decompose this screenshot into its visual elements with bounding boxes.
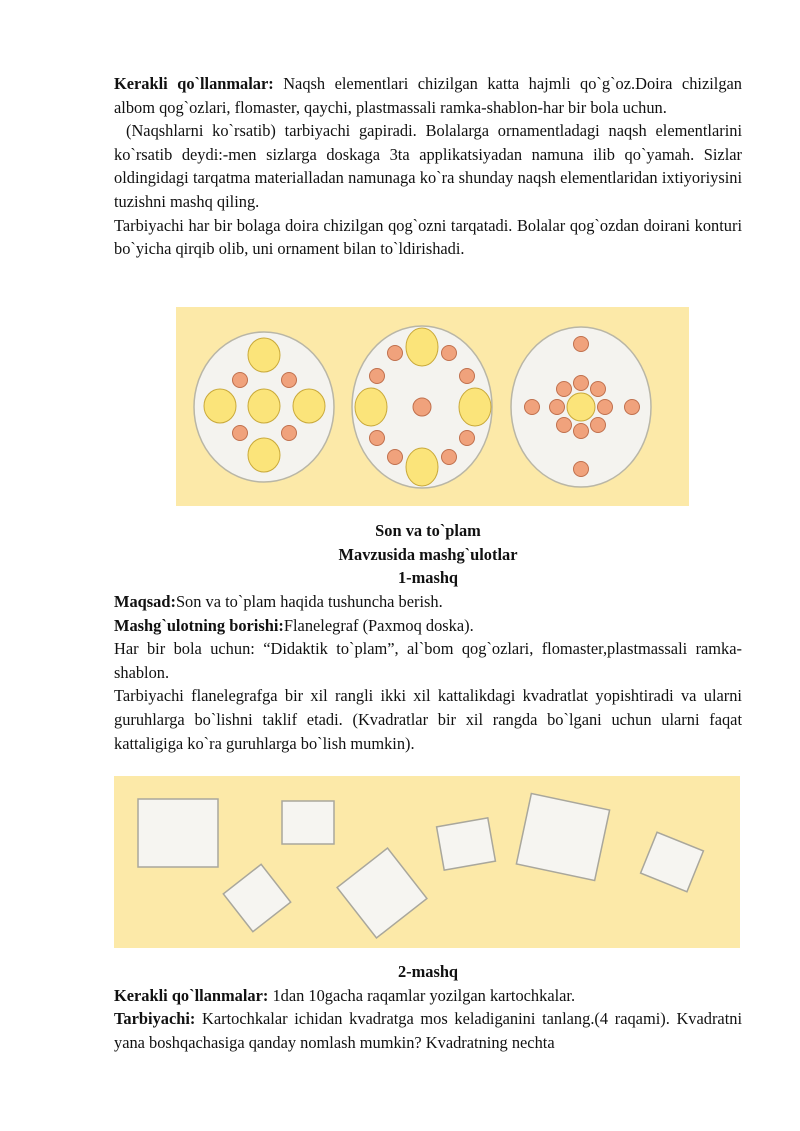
exercise-2-heading: 2-mashq	[397, 962, 459, 981]
paragraph-kerakli-2	[114, 984, 742, 1008]
ornament-plate-2	[352, 326, 492, 488]
paragraph-materials-2: Har bir bola uchun: “Didaktik to`plam”, al`bom qog`ozlari, flomaster,plastmassali ramka-shablon.	[114, 639, 742, 682]
ornament-plate-3	[511, 327, 651, 487]
paragraph-distribution: Tarbiyachi har bir bolaga doira chizilgan qog`ozni tarqatadi. Bolalar qog`ozdan doirani konturi bo`yicha qirqib olib, uni ornament bilan to`ldirishadi.	[114, 215, 742, 259]
ornament-figure	[176, 307, 689, 506]
label-kerakli-2: Kerakli qo`llanmalar:	[114, 985, 269, 1005]
lesson-title-block	[114, 519, 742, 590]
square-large-1	[138, 799, 218, 867]
text-maqsad: Son va to`plam haqida tushuncha berish.	[175, 592, 443, 611]
text-kerakli-2: 1dan 10gacha raqamlar yozilgan kartochkalar.	[268, 985, 576, 1005]
squares-figure	[114, 776, 740, 948]
lesson-subtitle: Mavzusida mashg`ulotlar	[338, 544, 518, 564]
text-block-top	[114, 72, 742, 261]
paragraph-borishi	[114, 614, 742, 638]
label-kerakli: Kerakli qo`llanmalar:	[114, 74, 274, 93]
square-large-3	[516, 793, 609, 880]
label-tarbiyachi: Tarbiyachi:	[114, 1009, 196, 1029]
label-maqsad: Maqsad:	[114, 592, 176, 611]
ornament-plate-1	[194, 332, 334, 482]
text-kerakli: Naqsh elementlari chizilgan katta hajmli qo`g`oz.Doira chizilgan albom qog`ozlari, flomaster, qaychi, plastmassali ramka-shablon-har bir bola uchun.	[114, 74, 742, 117]
label-borishi: Mashg`ulotning borishi:	[114, 615, 284, 635]
exercise-1-heading: 1-mashq	[397, 568, 459, 588]
exercise-1-body	[114, 590, 742, 755]
lesson-title: Son va to`plam	[375, 521, 481, 540]
text-borishi: Flanelegraf (Paxmoq doska).	[283, 615, 474, 635]
square-small-1	[282, 801, 334, 844]
paragraph-maqsad	[114, 590, 742, 614]
exercise-2-body	[114, 960, 742, 1054]
text-tarbiyachi: Kartochkalar ichidan kvadratga mos keladiganini tanlang.(4 raqami). Kvadratni yana boshqachasiga qanday nomlash mumkin? Kvadratning nechta	[114, 1009, 742, 1052]
square-small-3	[437, 818, 496, 870]
paragraph-tarbiyachi	[114, 1007, 742, 1054]
paragraph-materials	[114, 72, 742, 119]
paragraph-teacher-speaks: (Naqshlarni ko`rsatib) tarbiyachi gapiradi. Bolalarga ornamentladagi naqsh elementlarini ko`rsatib deydi:-men sizlarga doskaga 3ta applikatsiyadan namuna ilib qo`yamah. Sizlar oldingidagi tarqatma materialladan namunaga ko`ra shunday naqsh elementlaridan ixtiyoriysini tuzishni mashq qiling.	[114, 121, 742, 211]
paragraph-task: Tarbiyachi flanelegrafga bir xil rangli ikki xil kattalikdagi kvadratlat yopishtiradi va ularni guruhlarga bo`lishni taklif etadi. (Kvadratlar bir xil rangda bo`lgani uchun ularni faqat kattaligiga ko`ra guruhlarga bo`lish mumkin).	[114, 686, 742, 753]
